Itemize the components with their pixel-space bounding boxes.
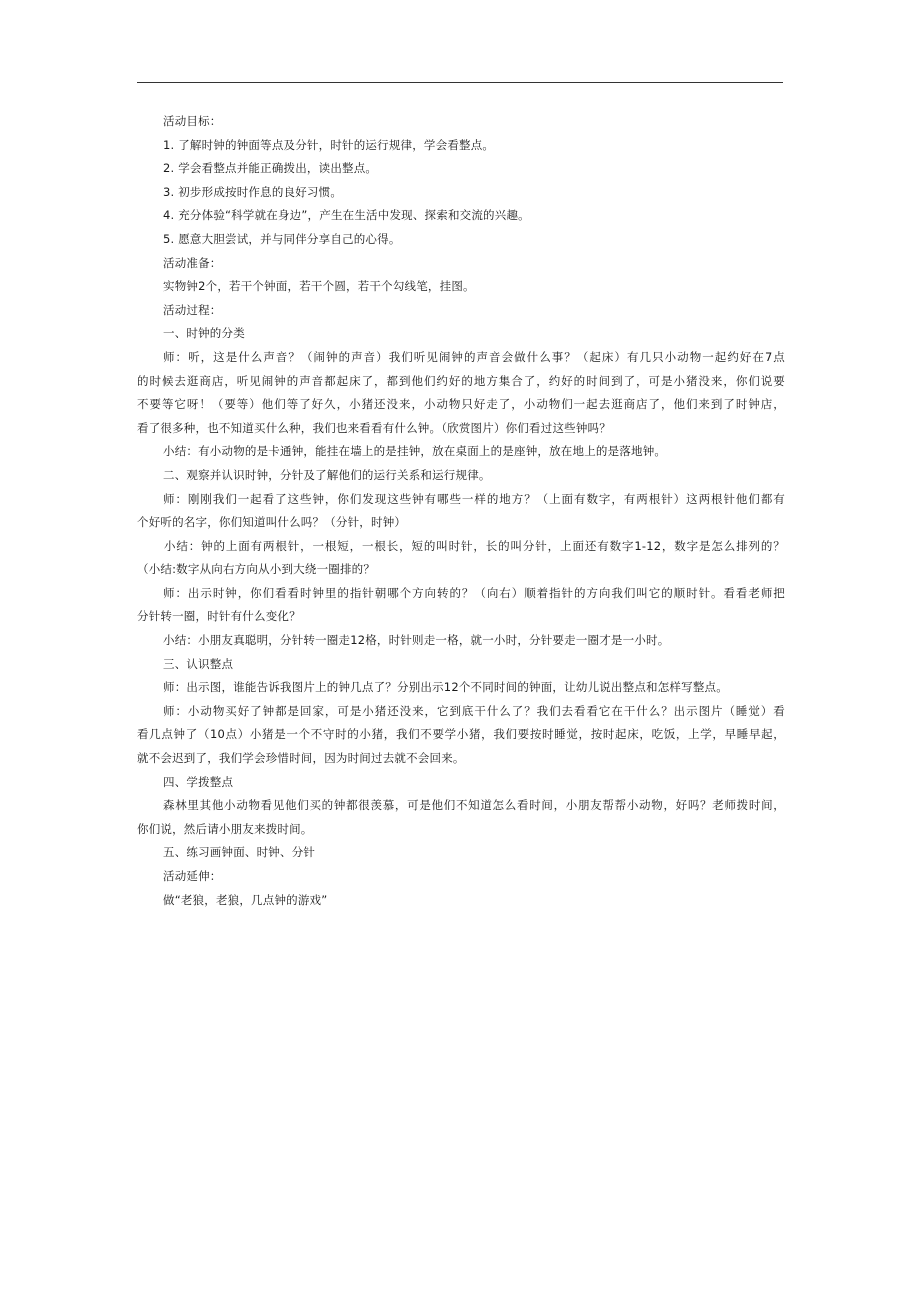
text-line: 小结：小朋友真聪明，分针转一圈走12格，时针则走一格，就一小时，分针要走一圈才是一小时。: [163, 633, 670, 648]
text-line: 三、认识整点: [163, 656, 234, 671]
text-line: 四、学拨整点: [163, 774, 234, 789]
text-line: 做“老狼，老狼，几点钟的游戏”: [163, 892, 328, 907]
text-line: 师：刚刚我们一起看了这些钟，你们发现这些钟有哪些一样的地方？（上面有数字，有两根针）这两根针他们都有: [163, 491, 785, 506]
text-line: 森林里其他小动物看见他们买的钟都很羡慕，可是他们不知道怎么看时间，小朋友帮帮小动物，好吗？老师拨时间，: [163, 798, 785, 813]
document-body: [137, 110, 785, 912]
text-line: 4. 充分体验“科学就在身边”，产生在生活中发现、探索和交流的兴趣。: [163, 208, 530, 223]
text-line: 的时候去逛商店，听见闹钟的声音都起床了，都到他们约好的地方集合了，约好的时间到了，可是小猪没来，你们说要: [137, 373, 785, 388]
text-line: 你们说，然后请小朋友来拨时间。: [137, 821, 313, 836]
text-line: 师：小动物买好了钟都是回家，可是小猪还没来，它到底干什么了？我们去看看它在干什么？出示图片（睡觉）看: [163, 703, 785, 718]
text-line: 看了很多种，也不知道买什么种，我们也来看看有什么钟。（欣赏图片）你们看过这些钟吗？: [137, 420, 611, 435]
header-rule: [137, 82, 783, 83]
text-line: 3. 初步形成按时作息的良好习惯。: [163, 184, 343, 199]
text-line: 活动延伸：: [163, 869, 222, 883]
text-line: 五、练习画钟面、时钟、分针: [163, 845, 316, 860]
text-line: 实物钟2个，若干个钟面，若干个圆，若干个勾线笔，挂图。: [163, 279, 475, 294]
text-line: 活动过程：: [163, 302, 222, 317]
text-line: 二、观察并认识时钟，分针及了解他们的运行关系和运行规律。: [163, 467, 491, 482]
text-line: 小结：有小动物的是卡通钟，能挂在墙上的是挂钟，放在桌面上的是座钟，放在地上的是落地钟。: [163, 444, 667, 459]
text-line: 师：出示时钟，你们看看时钟里的指针朝哪个方向转的？（向右）顺着指针的方向我们叫它的顺时针。看看老师把: [163, 585, 785, 600]
text-line: 个好听的名字，你们知道叫什么吗？（分针，时钟）: [137, 515, 407, 530]
text-line: 5. 愿意大胆尝试，并与同伴分享自己的心得。: [163, 231, 401, 246]
text-line: 一、时钟的分类: [163, 326, 245, 341]
text-line: 不要等它呀！（要等）他们等了好久，小猪还没来，小动物只好走了，小动物们一起去逛商店了，他们来到了时钟店，: [137, 397, 785, 412]
text-line: 分针转一圈，时针有什么变化？: [137, 609, 301, 624]
text-line: 活动准备：: [163, 255, 222, 270]
text-line: 1. 了解时钟的钟面等点及分针，时针的运行规律，学会看整点。: [163, 137, 495, 152]
text-line: 活动目标：: [163, 114, 222, 128]
text-line: 小结：钟的上面有两根针，一根短，一根长，短的叫时针，长的叫分针，上面还有数字1-12，数字是怎么排列的？: [164, 538, 785, 553]
text-line: 师：听，这是什么声音？（闹钟的声音）我们听见闹钟的声音会做什么事？（起床）有几只小动物一起约好在7点: [163, 349, 785, 364]
text-line: （小结:数字从向右方向从小到大绕一圈排的？: [137, 562, 376, 577]
text-line: 看几点钟了（10点）小猪是一个不守时的小猪，我们不要学小猪，我们要按时睡觉，按时起床，吃饭，上学，早睡早起，: [137, 727, 785, 742]
text-line: 师：出示图，谁能告诉我图片上的钟几点了？分别出示12个不同时间的钟面，让幼儿说出整点和怎样写整点。: [163, 680, 728, 695]
text-line: 就不会迟到了，我们学会珍惜时间，因为时间过去就不会回来。: [137, 751, 465, 766]
text-line: 2. 学会看整点并能正确拨出，读出整点。: [163, 161, 378, 176]
